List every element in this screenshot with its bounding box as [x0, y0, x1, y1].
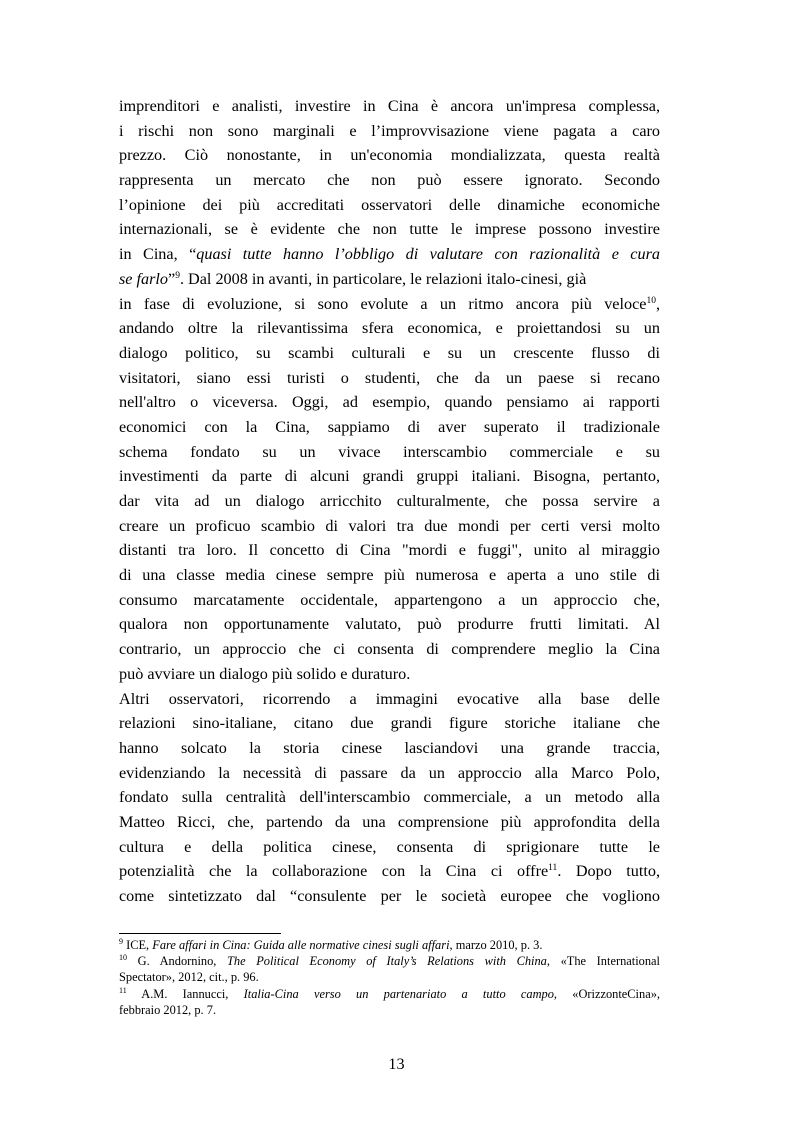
footnote-text: A.M. Iannucci, [126, 986, 244, 1001]
body-line: imprenditori e analisti, investire in Cina è ancora un'impresa complessa, [119, 97, 660, 115]
footnote-title: Fare affari in Cina: Guida alle normative cinesi sugli affari [152, 938, 450, 952]
footnote-10-continued: Spectator», 2012, cit., p. 96. [119, 970, 259, 985]
body-line: Matteo Ricci, che, partendo da una comprensione più approfondita della [119, 812, 660, 831]
body-line: relazioni sino-italiane, citano due grandi figure storiche italiane che [119, 714, 660, 733]
body-line: qualora non opportunamente valutato, può produrre frutti limitati. Al [119, 615, 660, 634]
body-line: prezzo. Ciò nonostante, in un'economia mondializzata, questa realtà [119, 146, 660, 165]
quotation-italic: se farlo [119, 269, 169, 288]
body-line: può avviare un dialogo più solido e duraturo. [119, 664, 411, 683]
body-text-span: ” [168, 269, 176, 288]
body-line: contrario, un approccio che ci consenta di comprendere meglio la Cina [119, 640, 660, 659]
body-line: i rischi non sono marginali e l’improvvisazione viene pagata a caro [119, 121, 660, 140]
body-line: dar vita ad un dialogo arricchito culturalmente, che possa servire a [119, 492, 660, 510]
footnote-number: 9 [119, 937, 123, 946]
body-text-span: , [655, 294, 660, 313]
body-text-span: . Dal 2008 in avanti, in particolare, le relazioni italo-cinesi, già [179, 269, 587, 288]
footnote-10 [119, 953, 660, 969]
body-line [119, 267, 660, 292]
body-text [119, 94, 660, 909]
body-line: dialogo politico, su scambi culturali e su un crescente flusso di [119, 343, 660, 362]
footnotes [119, 937, 660, 1018]
footnote-11 [119, 986, 660, 1002]
body-line: rappresenta un mercato che non può essere ignorato. Secondo [119, 171, 660, 190]
body-text-span: . Dopo tutto, [557, 862, 660, 881]
footnote-9 [119, 937, 660, 953]
body-line: hanno solcato la storia cinese lasciandovi una grande traccia, [119, 738, 660, 757]
body-line: l’opinione dei più accreditati osservatori delle dinamiche economiche [119, 195, 660, 214]
body-line: fondato sulla centralità dell'interscambio commerciale, a un metodo alla [119, 788, 660, 807]
footnote-title: Italia-Cina verso un partenariato a tutto campo [243, 986, 554, 1001]
body-line: andando oltre la rilevantissima sfera economica, e proiettandosi su un [119, 319, 660, 338]
body-line: visitatori, siano essi turisti o studenti, che da un paese si recano [119, 368, 660, 387]
body-line: come sintetizzato dal “consulente per le società europee che vogliono [119, 887, 660, 905]
body-line: Altri osservatori, ricorrendo a immagini evocative alla base delle [119, 689, 660, 708]
footnote-text: , «OrizzonteCina», [553, 986, 660, 1001]
footnote-title: The Political Economy of Italy’s Relations with China [227, 954, 547, 969]
body-line: consumo marcatamente occidentale, appartengono a un approccio che, [119, 590, 660, 609]
quotation-italic: quasi tutte hanno l’obbligo di valutare con razionalità e cura [196, 245, 660, 264]
page-number: 13 [388, 1055, 405, 1073]
body-line: creare un proficuo scambio di valori tra due mondi per certi versi molto [119, 516, 660, 535]
footnote-ref-11[interactable]: 11 [548, 863, 558, 874]
body-line: distanti tra loro. Il concetto di Cina "mordi e fuggi", unito al miraggio [119, 541, 660, 560]
body-line [119, 859, 660, 884]
footnote-text: G. Andornino, [127, 954, 228, 969]
footnote-ref-9[interactable]: 9 [175, 270, 180, 281]
body-line: nell'altro o viceversa. Oggi, ad esempio, quando pensiamo ai rapporti [119, 393, 660, 412]
body-line: schema fondato su un vivace interscambio commerciale e su [119, 442, 660, 461]
body-text-span: potenzialità che la collaborazione con la Cina ci offre [119, 862, 549, 881]
body-line: internazionali, se è evidente che non tutte le imprese possono investire [119, 220, 660, 239]
body-line: investimenti da parte di alcuni grandi gruppi italiani. Bisogna, pertanto, [119, 467, 660, 486]
body-line: economici con la Cina, sappiamo di aver superato il tradizionale [119, 417, 660, 436]
body-line: cultura e della politica cinese, consenta di sprigionare tutte le [119, 837, 660, 856]
footnote-text: ICE, [123, 938, 153, 952]
body-line: di una classe media cinese sempre più numerosa e aperta a uno stile di [119, 566, 660, 585]
footnote-ref-10[interactable]: 10 [646, 295, 656, 306]
body-text-span: in fase di evoluzione, si sono evolute a un ritmo ancora più veloce [119, 294, 647, 313]
footnote-number: 10 [119, 953, 127, 963]
footnote-11-continued: febbraio 2012, p. 7. [119, 1002, 217, 1017]
footnote-text: , «The International [546, 954, 660, 969]
body-line: evidenziando la necessità di passare da un approccio alla Marco Polo, [119, 763, 660, 782]
body-line [119, 292, 660, 317]
body-text-span: in Cina, “ [119, 245, 197, 264]
footnote-text: , marzo 2010, p. 3. [449, 938, 543, 952]
footnote-number: 11 [119, 985, 127, 995]
footnote-separator [119, 933, 281, 934]
body-line [119, 242, 660, 267]
